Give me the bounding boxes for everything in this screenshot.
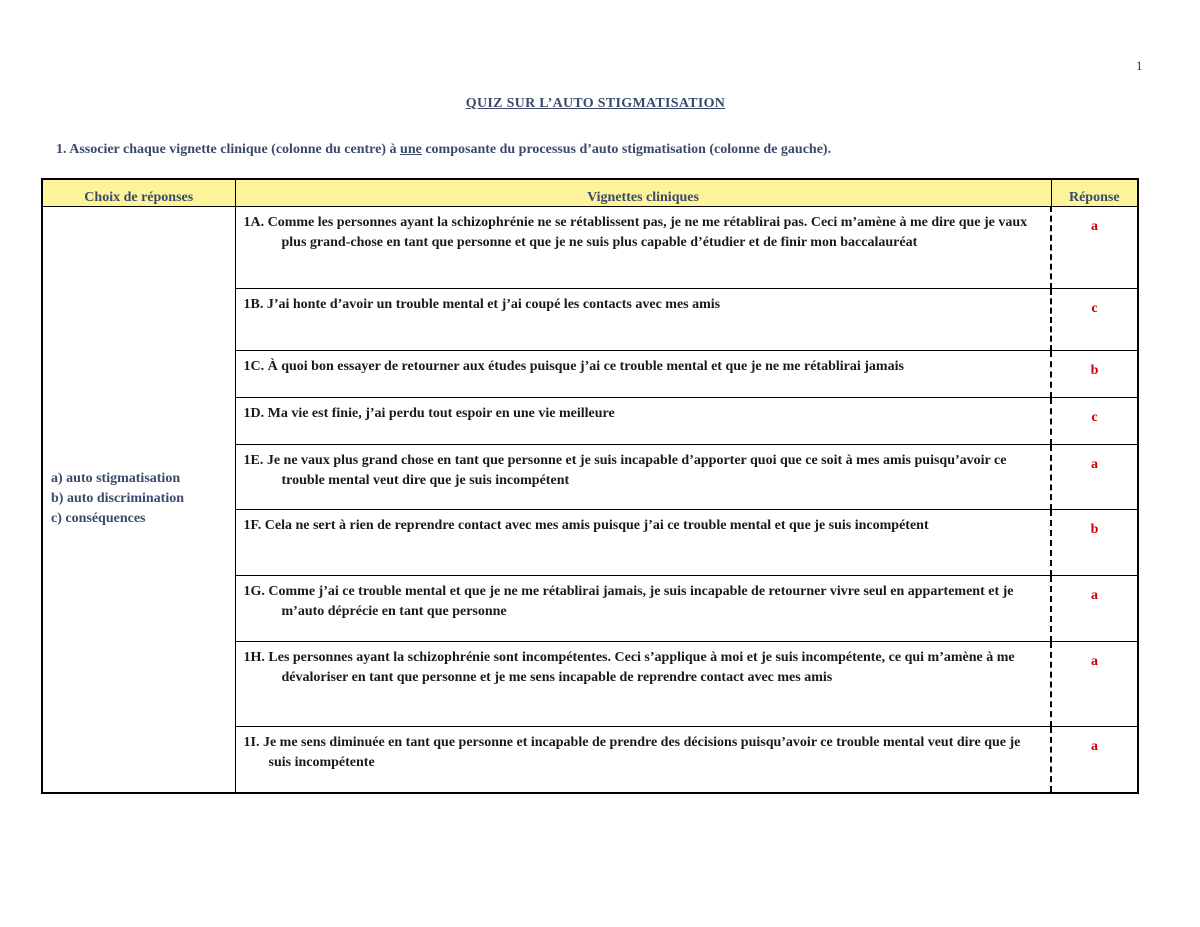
answer-cell: c bbox=[1051, 398, 1138, 445]
vignette-cell bbox=[235, 510, 1051, 576]
vignette-cell bbox=[235, 642, 1051, 727]
instruction-text-before: 1. Associer chaque vignette clinique (colonne du centre) à bbox=[56, 142, 401, 157]
header-answer: Réponse bbox=[1051, 179, 1138, 207]
instruction-text-after: composante du processus d’auto stigmatisation (colonne de gauche). bbox=[421, 142, 832, 157]
answer-cell: a bbox=[1051, 445, 1138, 510]
answer-cell: a bbox=[1051, 727, 1138, 793]
table-row bbox=[42, 207, 1138, 289]
quiz-table bbox=[41, 178, 1139, 794]
vignette-1a: 1A. Comme les personnes ayant la schizophrénie ne se rétablissent pas, je ne me rétablirai pas. Ceci m’amène à me dire que je vaux plus grand-chose en tant que personne et que je ne suis plus capable d’étudier et de finir mon baccalauréat bbox=[243, 215, 1028, 250]
header-choices: Choix de réponses bbox=[42, 179, 235, 207]
choice-b: b) auto discrimination bbox=[51, 491, 185, 507]
vignette-1i: 1I. Je me sens diminuée en tant que personne et incapable de prendre des décisions puisqu’avoir ce trouble mental veut dire que je suis incompétente bbox=[243, 735, 1021, 770]
vignette-1e: 1E. Je ne vaux plus grand chose en tant que personne et je suis incapable d’apporter quoi que ce soit à mes amis puisqu’avoir ce trouble mental veut dire que je suis incompétent bbox=[243, 453, 1007, 488]
vignette-1d: 1D. Ma vie est finie, j’ai perdu tout espoir en une vie meilleure bbox=[243, 406, 615, 421]
question-instruction bbox=[56, 142, 831, 158]
vignette-1h: 1H. Les personnes ayant la schizophrénie sont incompétentes. Ceci s’applique à moi et je suis incompétente, ce qui m’amène à me dévaloriser en tant que personne et je me sens incapable de reprendre contact avec mes amis bbox=[243, 650, 1015, 685]
answer-cell: b bbox=[1051, 351, 1138, 398]
answer-cell: a bbox=[1051, 642, 1138, 727]
vignette-cell bbox=[235, 398, 1051, 445]
answer-choices-cell bbox=[42, 207, 235, 793]
vignette-1c: 1C. À quoi bon essayer de retourner aux études puisque j’ai ce trouble mental et que je ne me rétablirai jamais bbox=[243, 359, 904, 374]
answer-cell: a bbox=[1051, 576, 1138, 642]
vignette-1b: 1B. J’ai honte d’avoir un trouble mental et j’ai coupé les contacts avec mes amis bbox=[243, 297, 721, 312]
vignette-cell bbox=[235, 727, 1051, 793]
header-vignettes: Vignettes cliniques bbox=[235, 179, 1051, 207]
vignette-cell bbox=[235, 445, 1051, 510]
page-title: QUIZ SUR L’AUTO STIGMATISATION bbox=[465, 96, 726, 111]
page-number: 1 bbox=[1136, 58, 1143, 73]
vignette-cell bbox=[235, 289, 1051, 351]
choice-a: a) auto stigmatisation bbox=[51, 471, 181, 487]
table-header-row bbox=[42, 179, 1138, 207]
vignette-1f: 1F. Cela ne sert à rien de reprendre contact avec mes amis puisque j’ai ce trouble mental et que je suis incompétent bbox=[243, 518, 929, 533]
vignette-1g: 1G. Comme j’ai ce trouble mental et que je ne me rétablirai jamais, je suis incapable de retourner vivre seul en appartement et je m’auto déprécie en tant que personne bbox=[243, 584, 1014, 619]
instruction-underlined-word: une bbox=[400, 142, 422, 157]
answer-cell: b bbox=[1051, 510, 1138, 576]
vignette-cell bbox=[235, 207, 1051, 289]
answer-cell: a bbox=[1051, 207, 1138, 289]
vignette-cell bbox=[235, 351, 1051, 398]
choice-c: c) conséquences bbox=[51, 511, 146, 527]
vignette-cell bbox=[235, 576, 1051, 642]
answer-cell: c bbox=[1051, 289, 1138, 351]
